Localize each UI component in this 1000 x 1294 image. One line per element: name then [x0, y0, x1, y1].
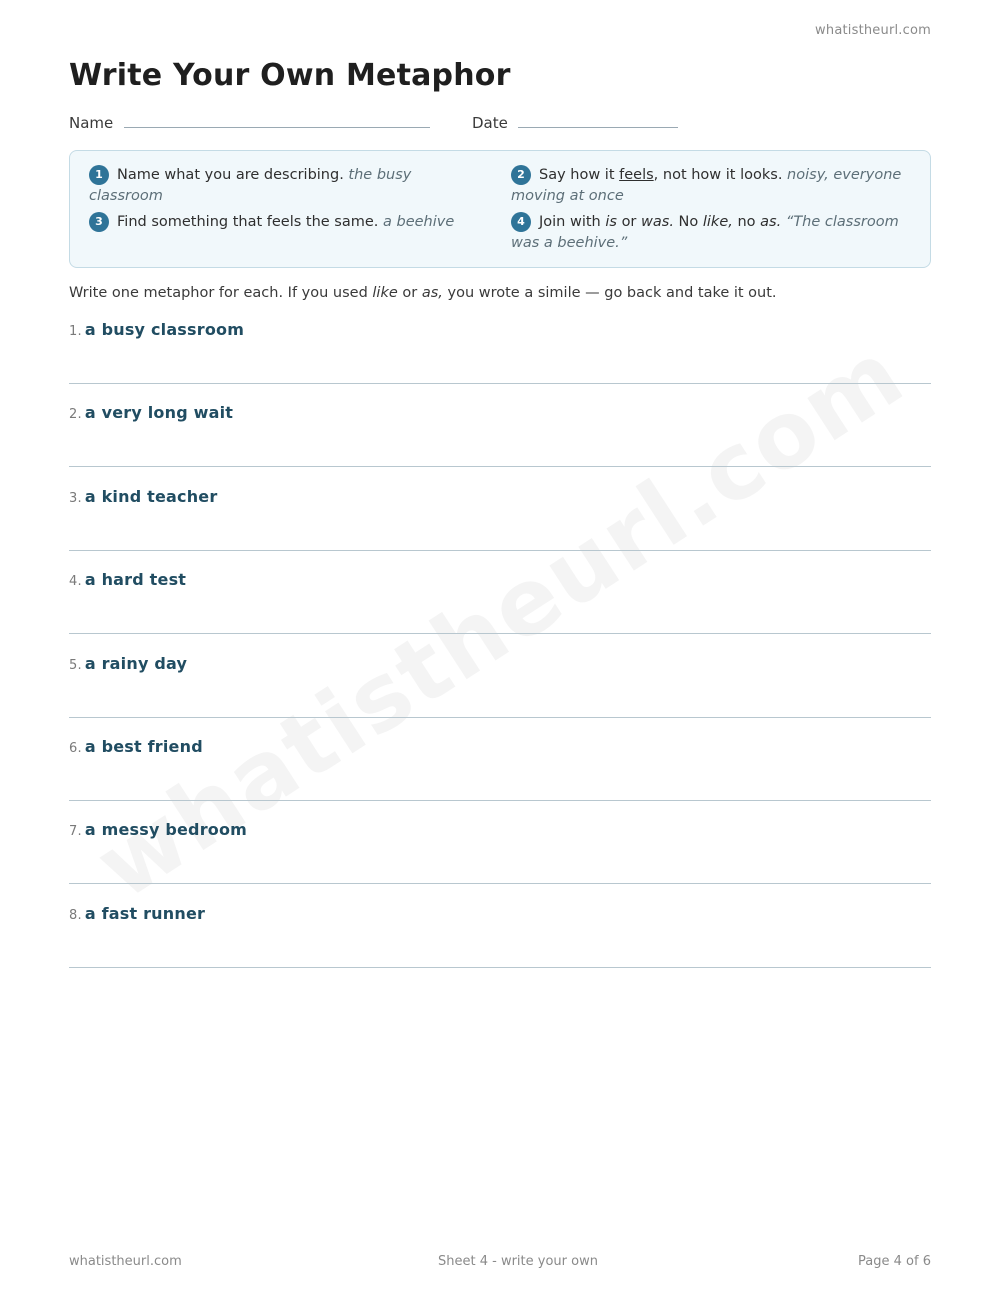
name-date-row [69, 114, 931, 134]
item-number: 8. [69, 907, 82, 923]
item-prompt: a very long wait [84, 403, 234, 423]
step-2: 2 Say how it feels, not how it looks. noisy, everyone moving at once [511, 167, 902, 204]
list-item [69, 570, 931, 653]
answer-line[interactable] [69, 383, 931, 384]
answer-line[interactable] [69, 550, 931, 551]
step-1: 1 Name what you are describing. the busy classroom [89, 167, 412, 204]
date-field[interactable] [518, 127, 678, 128]
instructions-box [69, 150, 931, 268]
item-number: 4. [69, 574, 82, 590]
item-number: 3. [69, 490, 82, 506]
item-number: 2. [69, 407, 82, 423]
answer-line[interactable] [69, 800, 931, 801]
list-item [69, 487, 931, 570]
step-badge: 2 [511, 165, 531, 185]
site-url: whatistheurl.com [815, 23, 931, 38]
step-badge: 1 [89, 165, 109, 185]
item-prompt: a best friend [84, 736, 203, 756]
step-badge: 3 [89, 212, 109, 232]
step-4: 4 Join with is or was. No like, no as. “The classroom was a beehive.” [511, 214, 899, 251]
answer-line[interactable] [69, 967, 931, 968]
list-item [69, 904, 931, 987]
name-label: Name [69, 114, 114, 132]
item-number: 6. [69, 740, 82, 756]
answer-line[interactable] [69, 466, 931, 467]
list-item [69, 654, 931, 737]
item-prompt: a hard test [84, 570, 187, 590]
footer-sheet: Sheet 4 - write your own [438, 1254, 598, 1269]
item-prompt: a kind teacher [84, 486, 218, 506]
metaphor-list [69, 320, 931, 987]
list-item [69, 320, 931, 403]
answer-line[interactable] [69, 633, 931, 634]
item-prompt: a busy classroom [84, 320, 245, 339]
item-number: 1. [69, 324, 82, 339]
item-prompt: a rainy day [84, 653, 188, 673]
answer-line[interactable] [69, 883, 931, 884]
item-number: 5. [69, 657, 82, 673]
name-field[interactable] [124, 127, 430, 128]
instructions-text: Write one metaphor for each. If you used like or as, you wrote a simile — go back and take it out. [69, 285, 777, 301]
list-item [69, 820, 931, 903]
step-badge: 4 [511, 212, 531, 232]
item-number: 7. [69, 824, 82, 840]
item-prompt: a messy bedroom [84, 820, 248, 840]
page-title: Write Your Own Metaphor [69, 58, 511, 93]
step-3: 3 Find something that feels the same. a beehive [89, 212, 489, 233]
list-item [69, 737, 931, 820]
date-label: Date [472, 114, 508, 132]
footer-site: whatistheurl.com [69, 1254, 182, 1269]
answer-line[interactable] [69, 717, 931, 718]
item-prompt: a fast runner [84, 903, 206, 923]
list-item [69, 403, 931, 486]
footer-page-number: Page 4 of 6 [858, 1254, 931, 1269]
